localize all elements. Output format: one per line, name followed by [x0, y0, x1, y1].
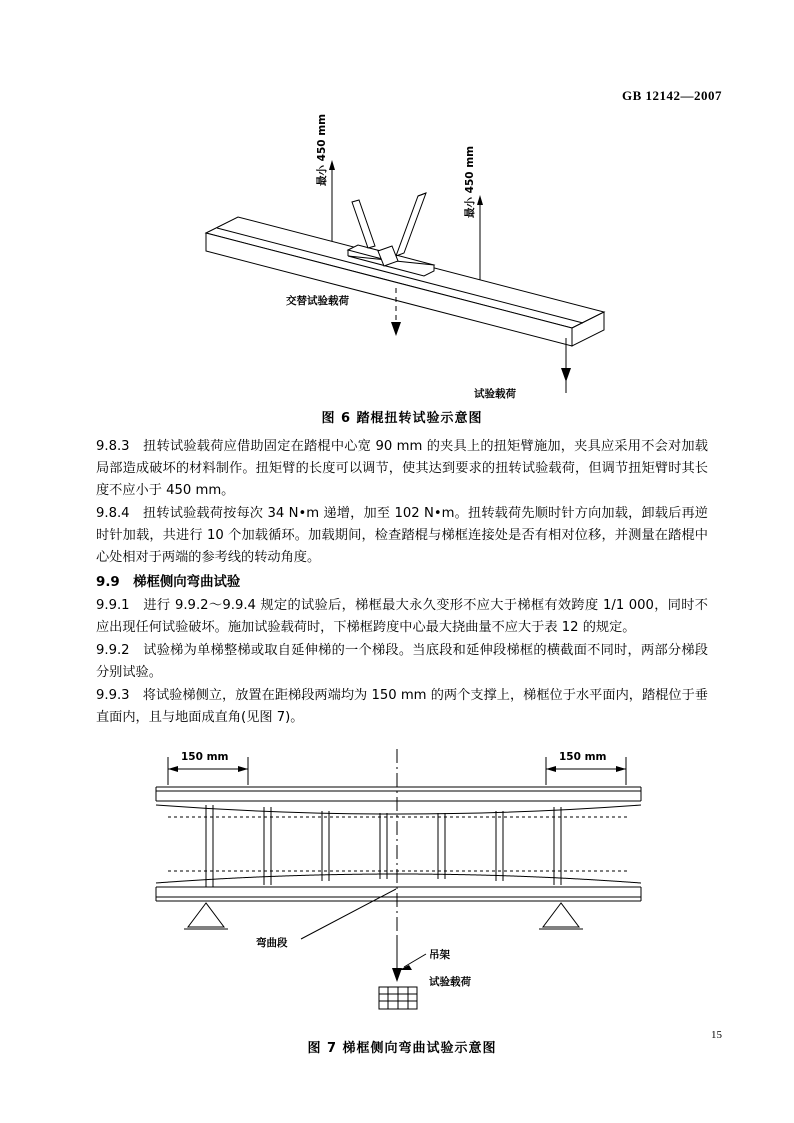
- fig7-dim-right-label: 150 mm: [559, 751, 607, 763]
- standard-header: GB 12142—2007: [621, 88, 722, 103]
- fig7-hanger-label: 吊架: [429, 949, 450, 961]
- figure-6-svg: [96, 138, 708, 393]
- fig6-dim-left-label: 最小 450 mm: [316, 113, 328, 186]
- paragraph-9-9-2: 9.9.2 试验梯为单梯整梯或取自延伸梯的一个梯段。当底段和延伸段梯框的横截面不同时，两部分梯段分别试验。: [96, 643, 708, 680]
- fig6-dim-right-label: 最小 450 mm: [464, 145, 476, 218]
- fig7-test-load-label: 试验载荷: [429, 976, 471, 988]
- figure-7-diagram: [96, 739, 708, 1029]
- page-number: 15: [711, 1029, 722, 1041]
- fig6-test-load-label: 试验载荷: [474, 388, 516, 400]
- fig7-dim-left-label: 150 mm: [181, 751, 229, 763]
- page-content: [96, 113, 708, 1066]
- figure-7-svg: [96, 739, 708, 1029]
- fig7-bend-section-label: 弯曲段: [256, 937, 288, 949]
- figure-6-caption: 图 6 踏棍扭转试验示意图: [321, 411, 483, 426]
- paragraph-9-9-3: 9.9.3 将试验梯侧立，放置在距梯段两端均为 150 mm 的两个支撑上，梯框位于水平面内，踏棍位于垂直面内，且与地面成直角(见图 7)。: [96, 688, 708, 725]
- figure-6-diagram: [96, 113, 708, 400]
- paragraph-9-8-4: 9.8.4 扭转试验载荷按每次 34 N•m 递增，加至 102 N•m。扭转载荷先顺时针方向加载，卸载后再逆时针加载，共进行 10 个加载循环。加载期间，检查踏棍与梯框连接处是否有相对位移，并测量在踏棍中心处相对于两端的参考线的转动角度。: [96, 506, 708, 565]
- section-heading-9-9: 9.9 梯框侧向弯曲试验: [96, 575, 241, 590]
- fig6-alt-load-label: 交替试验载荷: [286, 295, 349, 307]
- paragraph-9-8-3: 9.8.3 扭转试验载荷应借助固定在踏棍中心宽 90 mm 的夹具上的扭矩臂施加，夹具应采用不会对加载局部造成破坏的材料制作。扭矩臂的长度可以调节，使其达到要求的扭转试验载荷，但调节扭矩臂时其长度不应小于 450 mm。: [96, 439, 708, 498]
- figure-7-caption: 图 7 梯框侧向弯曲试验示意图: [307, 1041, 497, 1056]
- paragraph-9-9-1: 9.9.1 进行 9.9.2～9.9.4 规定的试验后，梯框最大永久变形不应大于梯框有效跨度 1/1 000，同时不应出现任何试验破坏。施加试验载荷时，下梯框跨度中心最大挠曲量不应大于表 12 的规定。: [96, 598, 708, 635]
